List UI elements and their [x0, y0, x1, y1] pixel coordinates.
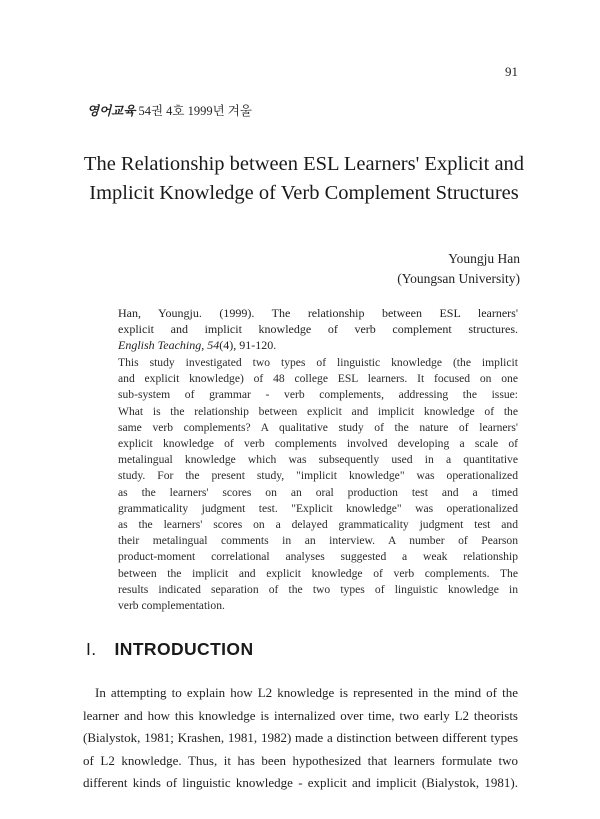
- abstract-line: and explicit knowledge) of 48 college ESL learners. It focused on one: [118, 372, 518, 386]
- author-block: [397, 249, 520, 289]
- title-line-2: Implicit Knowledge of Verb Complement Structures: [89, 182, 519, 204]
- abstract-line: sub-system of grammar - verb complements, addressing the issue:: [118, 388, 518, 402]
- citation: [118, 305, 518, 353]
- journal-info: [87, 101, 252, 119]
- abstract-line: metalingual knowledge which was subsequently used in a quantitative: [118, 453, 518, 467]
- abstract-line: same verb complements? A qualitative study of the nature of learners': [118, 420, 518, 434]
- body-line: In attempting to explain how L2 knowledge is represented in the mind of the: [95, 685, 518, 700]
- author-affiliation: (Youngsan University): [397, 271, 520, 286]
- section-heading: [86, 639, 254, 660]
- body-line: learner and how this knowledge is internalized over time, two early L2 theorists: [83, 707, 518, 723]
- journal-issue: 54권 4호 1999년 겨울: [138, 104, 252, 118]
- paper-title: [60, 150, 548, 208]
- journal-name: 영어교육: [87, 104, 136, 118]
- abstract-line: as the learners' scores on an oral production test and a timed: [118, 485, 518, 499]
- abstract: [118, 355, 518, 614]
- section-title: INTRODUCTION: [114, 639, 254, 659]
- body-line: different kinds of linguistic knowledge - explicit and implicit (Bialystok, 1981).: [83, 775, 518, 790]
- abstract-line: as the learners' scores on a delayed grammaticality judgment test and: [118, 518, 518, 532]
- body-paragraph: [83, 682, 518, 795]
- body-line: (Bialystok, 1981; Krashen, 1981, 1982) made a distinction between different types: [83, 730, 518, 745]
- citation-line-1: Han, Youngju. (1999). The relationship between ESL learners': [118, 306, 518, 320]
- body-line: of L2 knowledge. Thus, it has been hypothesized that learners formulate two: [83, 752, 518, 768]
- author-name: Youngju Han: [448, 251, 520, 266]
- citation-journal: English Teaching, 54: [118, 338, 220, 352]
- abstract-line: between the implicit and explicit knowledge of verb complements. The: [118, 566, 518, 580]
- abstract-line: This study investigated two types of linguistic knowledge (the implicit: [118, 356, 518, 369]
- abstract-line: explicit knowledge of verb complements involved developing a scale of: [118, 437, 518, 451]
- section-number: I.: [86, 639, 97, 659]
- citation-line-2: explicit and implicit knowledge of verb complement structures.: [118, 322, 518, 336]
- abstract-line: their metalingual comments in an interview. A number of Pearson: [118, 534, 518, 548]
- title-line-1: The Relationship between ESL Learners' Explicit and: [83, 153, 525, 175]
- page-number: 91: [505, 64, 518, 79]
- abstract-line: verb complementation.: [118, 599, 225, 613]
- abstract-line: What is the relationship between explicit and implicit knowledge of the: [118, 404, 518, 418]
- citation-rest: (4), 91-120.: [219, 338, 277, 352]
- abstract-line: grammaticality judgment test. "Explicit knowledge" was operationalized: [118, 501, 518, 515]
- citation-line-3: [118, 337, 518, 353]
- abstract-line: study. For the present study, "implicit knowledge" was operationalized: [118, 469, 518, 483]
- abstract-line: product-moment correlational analyses suggested a weak relationship: [118, 550, 518, 564]
- abstract-line: results indicated separation of the two types of linguistic knowledge in: [118, 582, 518, 596]
